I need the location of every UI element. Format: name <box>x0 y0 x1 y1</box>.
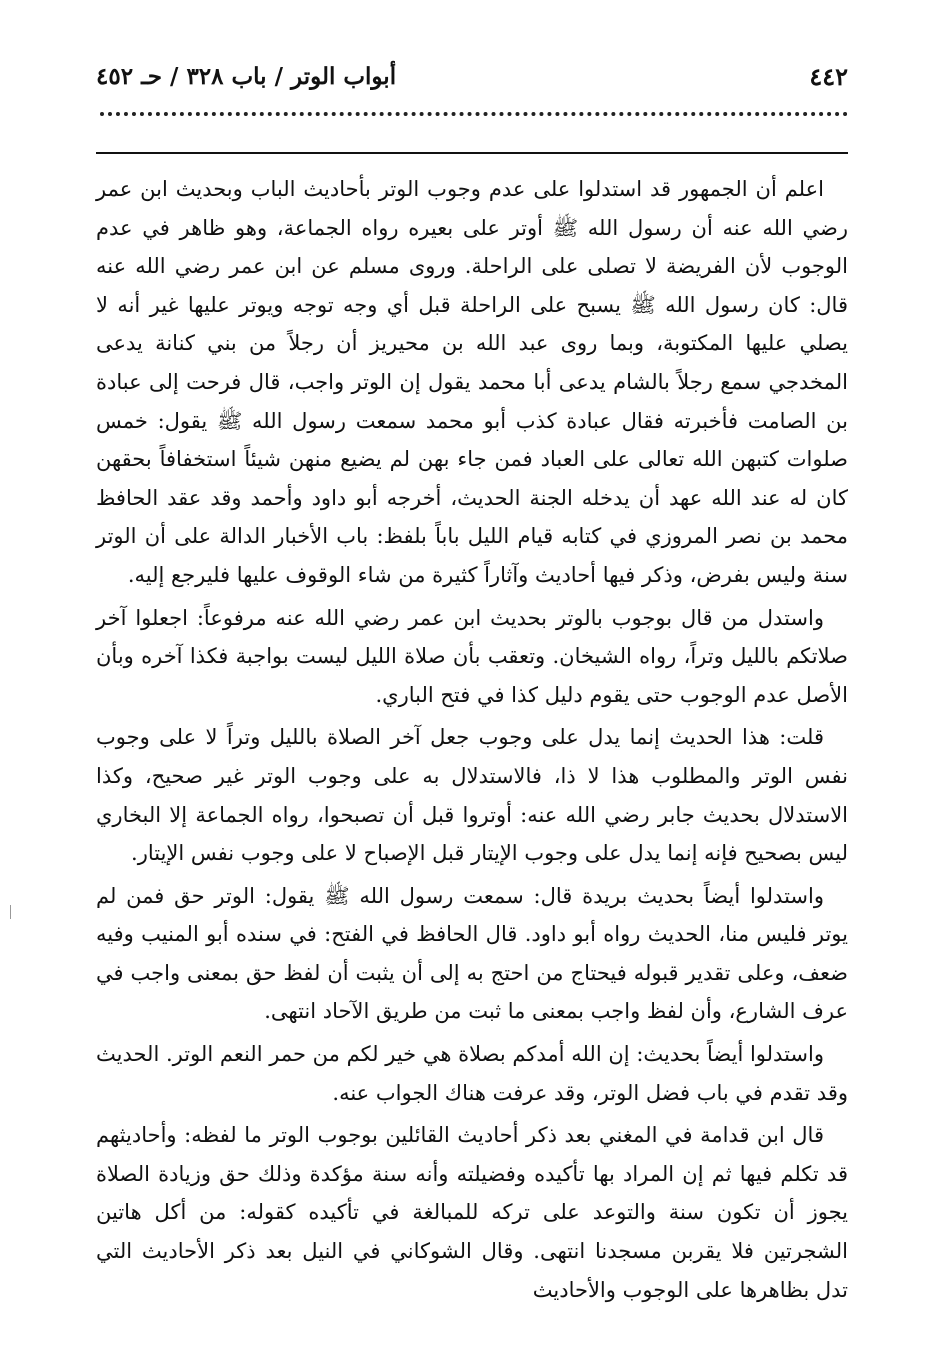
paragraph: واستدلوا أيضاً بحديث: إن الله أمدكم بصلاة هي خير لكم من حمر النعم الوتر. الحديث وقد تقدم في باب فضل الوتر، وقد عرفت هناك الجواب عنه. <box>96 1042 848 1105</box>
paragraph: واستدل من قال بوجوب بالوتر بحديث ابن عمر رضي الله عنه مرفوعاً: اجعلوا آخر صلاتكم بالليل وتراً، رواه الشيخان. وتعقب بأن صلاة الليل ليست بواجبة فكذا آخره وبأن الأصل عدم الوجوب حتى يقوم دليل كذا في فتح الباري. <box>96 605 848 707</box>
dotted-separator <box>100 112 848 116</box>
paragraph: واستدلوا أيضاً بحديث بريدة قال: سمعت رسول الله ﷺ يقول: الوتر حق فمن لم يوتر فليس منا، الحديث رواه أبو داود. قال الحافظ في الفتح: في سنده أبو المنيب وفيه ضعف، وعلى تقدير قبوله فيحتاج من احتج به إلى أن يثبت أن لفظ حق بمعنى واجب في عرف الشارع، وأن لفظ واجب بمعنى ما ثبت من طريق الآحاد انتهى. <box>96 883 848 1024</box>
paragraph: اعلم أن الجمهور قد استدلوا على عدم وجوب الوتر بأحاديث الباب وبحديث ابن عمر رضي الله عنه أن رسول الله ﷺ أوتر على بعيره رواه الجماعة، وهو ظاهر في عدم الوجوب لأن الفريضة لا تصلى على الراحلة. وروى مسلم عن ابن عمر رضي الله عنه قال: كان رسول الله ﷺ يسبح على الراحلة قبل أي وجه توجه ويوتر عليها غير أنه لا يصلي عليها المكتوبة، وبما روى عبد الله بن محيريز أن رجلاً من بني كنانة يدعى المخدجي سمع رجلاً بالشام يدعى أبا محمد يقول إن الوتر واجب، قال فرحت إلى عبادة بن الصامت فأخبرته فقال عبادة كذب أبو محمد سمعت رسول الله ﷺ يقول: خمس صلوات كتبهن الله تعالى على العباد فمن جاء بهن لم يضيع منهن شيئاً استخفافاً بحقهن كان له عند الله عهد أن يدخله الجنة الحديث، أخرجه أبو داود وأحمد وقد عقد الحافظ محمد بن نصر المروزي في كتابه قيام الليل باباً بلفظ: باب الأخبار الدالة على أن الوتر سنة وليس بفرض، وذكر فيها أحاديث وآثاراً كثيرة من شاء الوقوف عليها فليرجع إليه. <box>96 177 848 587</box>
page-number: ٤٤٢ <box>809 61 848 91</box>
header-rule <box>96 152 848 154</box>
page-header <box>96 58 848 94</box>
paragraph: قلت: هذا الحديث إنما يدل على وجوب جعل آخر الصلاة بالليل وتراً لا على وجوب نفس الوتر والمطلوب هذا لا ذا، فالاستدلال به على وجوب الوتر غير صحيح، وكذا الاستدلال بحديث جابر رضي الله عنه: أوتروا قبل أن تصبحوا، رواه الجماعة إلا البخاري ليس بصحيح فإنه إنما يدل على وجوب الإيتار قبل الإصباح لا على وجوب نفس الإيتار. <box>96 725 848 866</box>
commentary-text <box>96 170 848 1309</box>
paragraph: قال ابن قدامة في المغني بعد ذكر أحاديث القائلين بوجوب الوتر ما لفظه: وأحاديثهم قد تكلم فيها ثم إن المراد بها تأكيده وفضيلته وأنه سنة مؤكدة وذلك حق وزيادة الصلاة يجوز أن تكون سنة والتوعد على تركه للمبالغة في تأكيده كقوله: من أكل هاتين الشجرتين فلا يقربن مسجدنا انتهى. وقال الشوكاني في النيل بعد ذكر الأحاديث التي تدل بظاهرها على الوجوب والأحاديث <box>96 1123 848 1302</box>
margin-mark <box>10 905 11 919</box>
running-title: أبواب الوتر / باب ٣٢٨ / حـ ٤٥٢ <box>96 62 397 90</box>
